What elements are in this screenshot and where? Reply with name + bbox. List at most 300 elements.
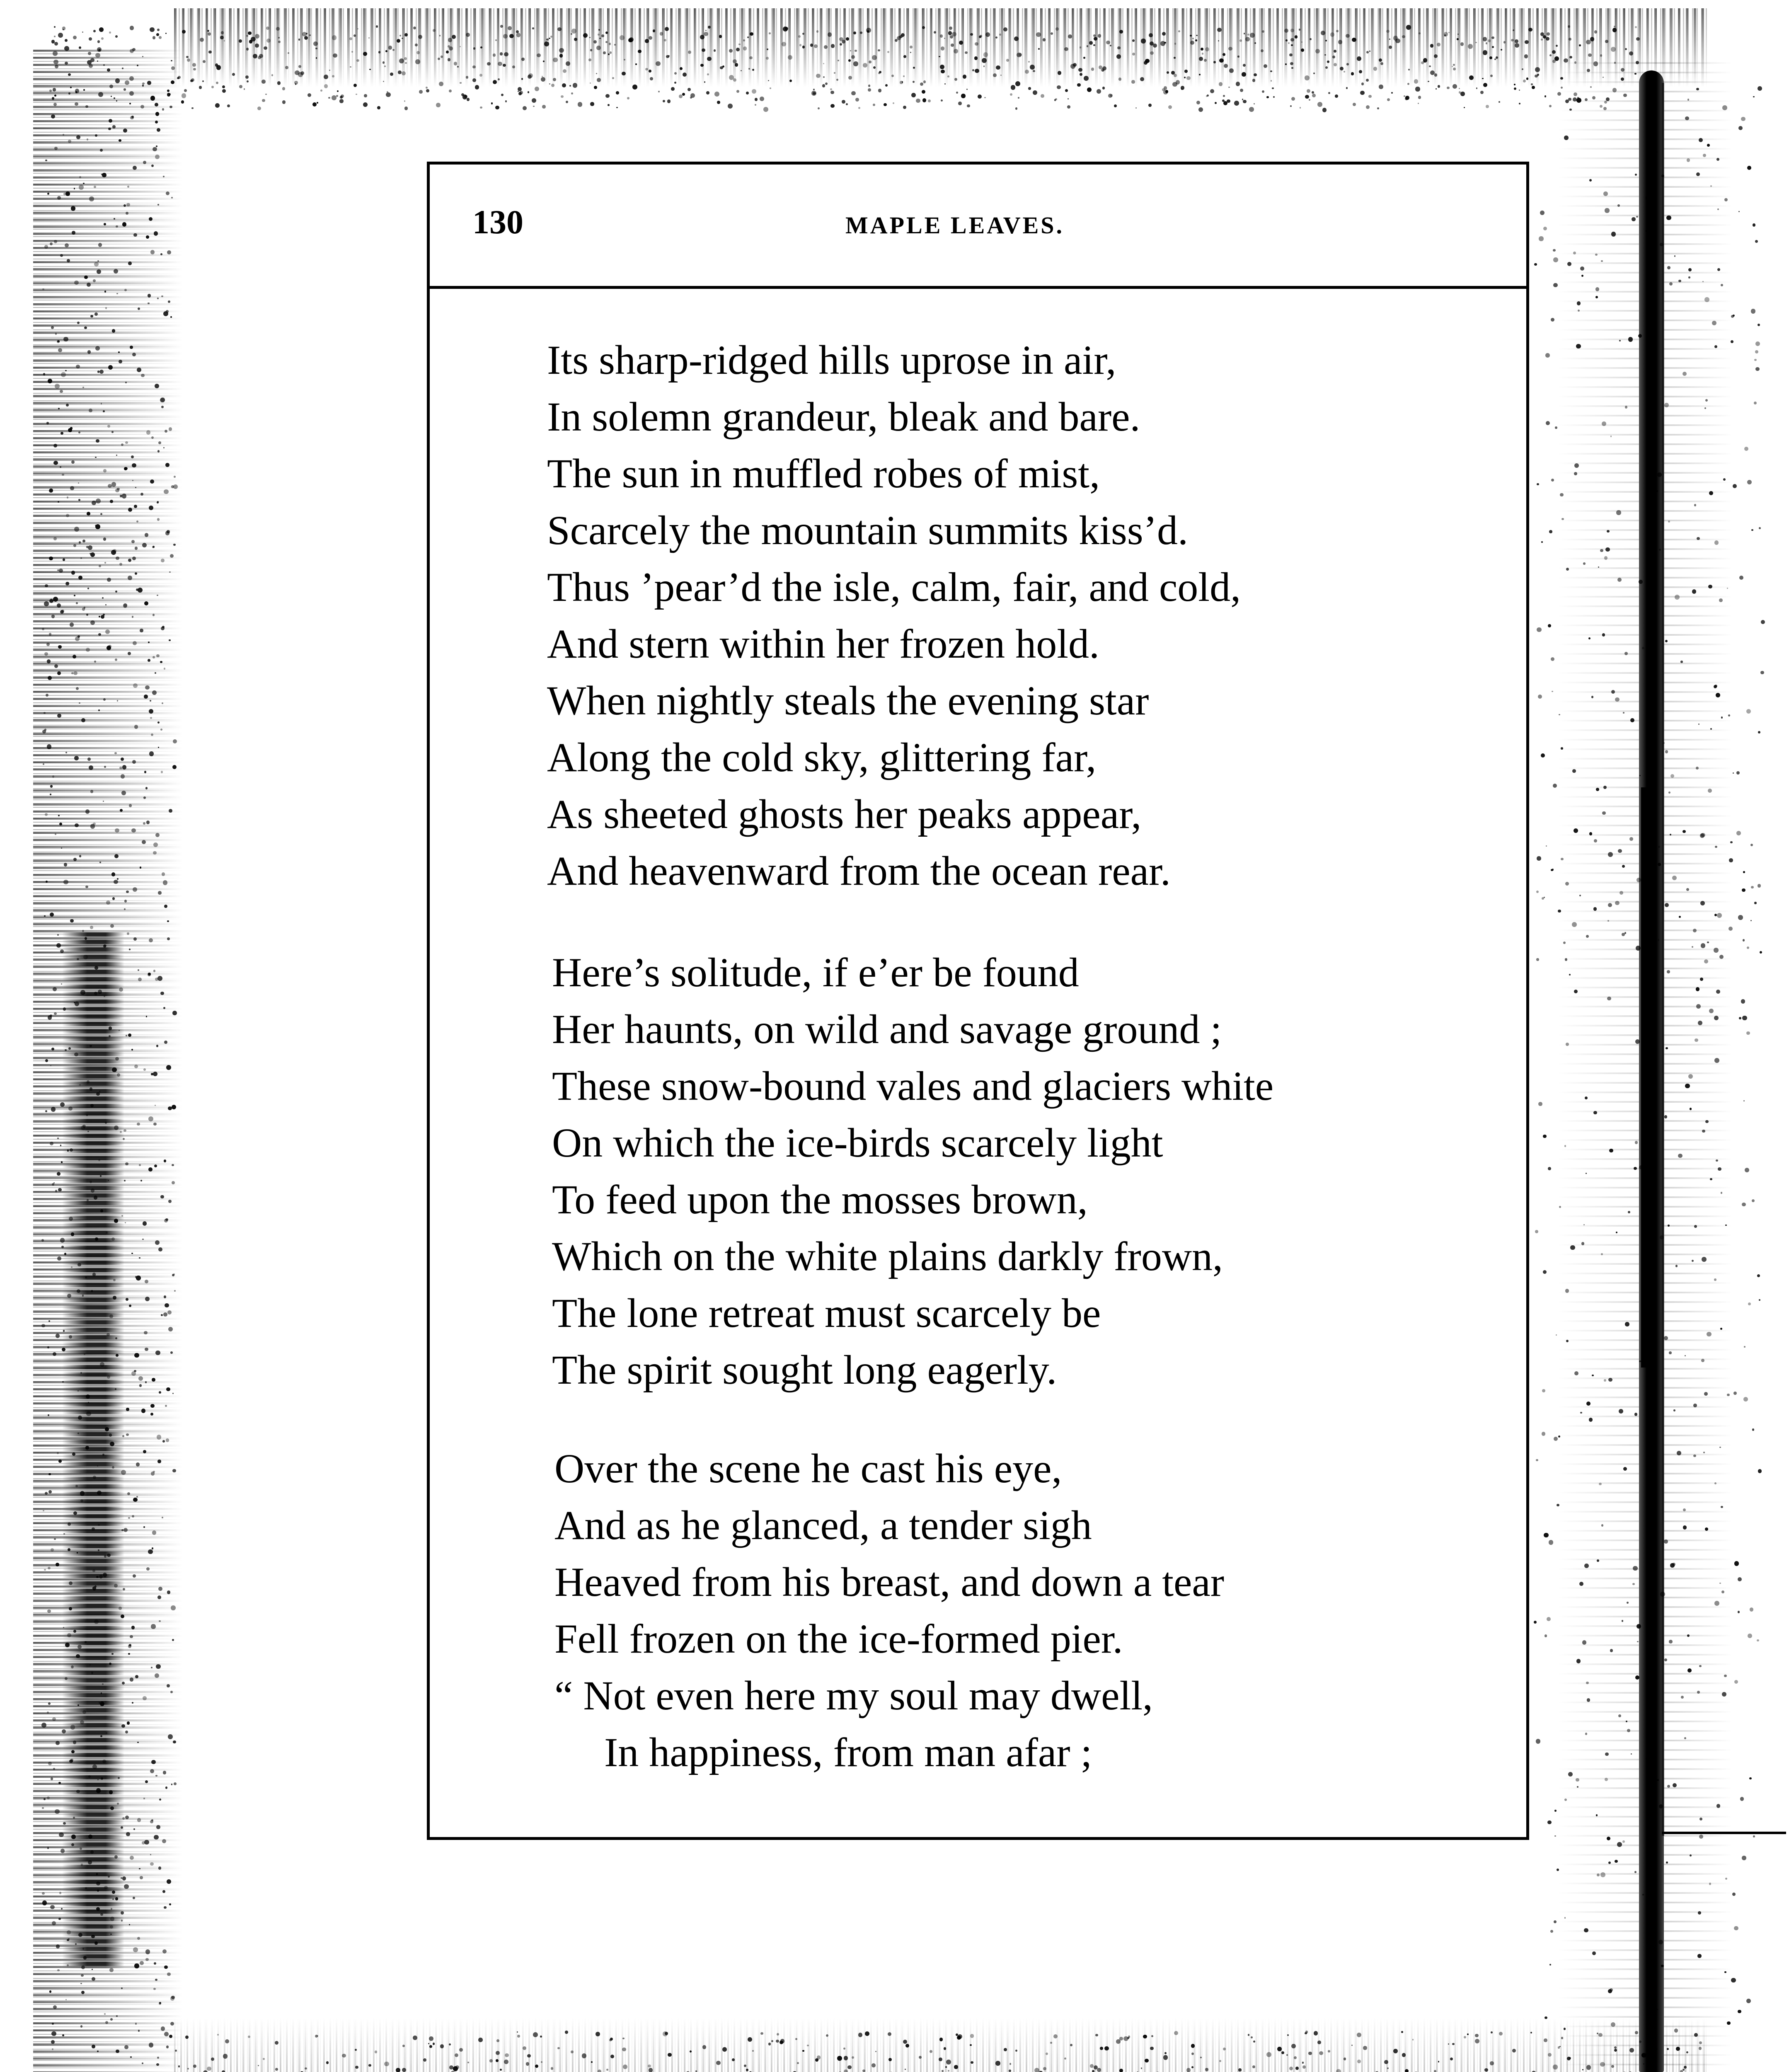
- speckle: [74, 281, 78, 285]
- speckle: [129, 949, 131, 950]
- speckle: [869, 61, 872, 63]
- speckle: [157, 518, 160, 520]
- speckle: [65, 191, 70, 196]
- speckle: [155, 1979, 157, 1981]
- speckle: [1651, 1196, 1655, 1200]
- speckle: [114, 218, 115, 220]
- speckle: [505, 100, 507, 102]
- speckle: [55, 1190, 58, 1192]
- speckle: [1710, 1178, 1712, 1180]
- speckle: [1623, 712, 1624, 714]
- speckle: [441, 56, 443, 58]
- speckle: [1423, 58, 1427, 62]
- speckle: [77, 1289, 80, 1293]
- speckle: [1639, 580, 1643, 584]
- speckle: [60, 1238, 65, 1242]
- speckle: [1434, 2070, 1436, 2072]
- speckle: [172, 1393, 174, 1394]
- speckle: [90, 1104, 94, 1107]
- speckle: [101, 1777, 103, 1780]
- speckle: [1649, 891, 1652, 893]
- speckle: [1589, 1418, 1593, 1421]
- speckle: [1535, 75, 1537, 77]
- speckle: [1600, 105, 1603, 108]
- speckle: [569, 85, 571, 87]
- speckle: [598, 2070, 601, 2072]
- speckle: [1690, 1108, 1692, 1110]
- speckle: [171, 1605, 176, 1610]
- speckle: [1537, 627, 1541, 632]
- speckle: [63, 1533, 65, 1535]
- speckle: [109, 1790, 113, 1794]
- speckle: [1549, 1964, 1551, 1965]
- speckle: [148, 1549, 153, 1554]
- speckle: [282, 100, 286, 104]
- speckle: [109, 1026, 112, 1030]
- book-spine-core: [1641, 787, 1653, 1368]
- speckle: [565, 2031, 568, 2034]
- speckle: [121, 1987, 123, 1989]
- speckle: [61, 610, 64, 612]
- speckle: [153, 147, 157, 151]
- speckle: [100, 1362, 104, 1367]
- speckle: [974, 56, 978, 60]
- speckle: [1707, 1332, 1711, 1336]
- speckle: [467, 2062, 469, 2063]
- speckle: [521, 58, 525, 61]
- speckle: [111, 1908, 112, 1910]
- speckle: [1722, 105, 1727, 110]
- speckle: [130, 346, 133, 349]
- speckle: [1028, 87, 1031, 90]
- speckle: [131, 116, 134, 118]
- speckle: [1087, 45, 1089, 47]
- speckle: [208, 51, 211, 53]
- speckle: [1694, 2033, 1697, 2036]
- speckle: [143, 822, 145, 825]
- speckle: [110, 1934, 111, 1935]
- speckle: [942, 2070, 944, 2072]
- speckle: [249, 40, 253, 44]
- speckle: [1667, 970, 1670, 973]
- speckle: [1708, 789, 1712, 793]
- speckle: [92, 1273, 96, 1276]
- speckle: [527, 2054, 530, 2057]
- speckle: [70, 486, 74, 490]
- speckle: [104, 223, 106, 225]
- speckle: [61, 1161, 63, 1163]
- speckle: [339, 99, 343, 103]
- speckle: [87, 138, 88, 140]
- speckle: [1759, 1299, 1760, 1301]
- speckle: [1551, 657, 1554, 661]
- speckle: [1090, 2064, 1093, 2067]
- speckle: [185, 2036, 189, 2039]
- speckle: [1709, 1883, 1712, 1885]
- speckle: [45, 813, 48, 816]
- speckle: [404, 57, 407, 60]
- speckle: [1734, 1561, 1739, 1566]
- speckle: [114, 752, 117, 755]
- speckle: [695, 2070, 697, 2072]
- speckle: [116, 557, 119, 560]
- speckle: [1150, 51, 1154, 55]
- speckle: [500, 25, 503, 28]
- speckle: [160, 397, 165, 402]
- speckle: [92, 1527, 95, 1531]
- speckle: [184, 89, 187, 92]
- speckle: [598, 29, 600, 31]
- speckle: [77, 1704, 79, 1706]
- speckle: [1322, 108, 1327, 112]
- speckle: [1684, 1737, 1686, 1739]
- speckle: [1285, 39, 1288, 41]
- speckle: [1414, 79, 1418, 83]
- speckle: [941, 70, 945, 74]
- speckle: [94, 966, 98, 970]
- speckle: [80, 2025, 83, 2028]
- speckle: [1699, 2047, 1702, 2050]
- speckle: [211, 2057, 214, 2061]
- speckle: [939, 2038, 943, 2041]
- speckle: [377, 106, 380, 109]
- speckle: [1552, 869, 1554, 870]
- speckle: [123, 128, 127, 133]
- speckle: [74, 1002, 75, 1003]
- speckle: [1721, 1192, 1723, 1194]
- speckle: [295, 70, 299, 75]
- speckle: [1228, 47, 1232, 51]
- speckle: [43, 373, 46, 375]
- speckle: [1577, 1786, 1578, 1788]
- speckle: [131, 1626, 135, 1629]
- speckle: [78, 499, 80, 501]
- speckle: [1291, 2044, 1296, 2048]
- speckle: [99, 27, 104, 32]
- speckle: [1615, 697, 1620, 702]
- speckle: [1625, 406, 1627, 408]
- speckle: [1668, 1225, 1670, 1227]
- speckle: [596, 2032, 600, 2036]
- speckle: [1742, 1203, 1745, 1206]
- speckle: [49, 599, 53, 603]
- speckle: [776, 2040, 779, 2043]
- speckle: [910, 52, 911, 53]
- speckle: [1536, 1459, 1538, 1462]
- speckle: [1661, 1965, 1663, 1967]
- speckle: [1312, 91, 1314, 94]
- speckle: [123, 603, 127, 608]
- speckle: [1696, 1004, 1701, 1009]
- speckle: [151, 1819, 153, 1821]
- speckle: [704, 81, 705, 82]
- speckle: [332, 35, 337, 40]
- speckle: [104, 1555, 107, 1557]
- speckle: [42, 1807, 44, 1809]
- speckle: [138, 2030, 140, 2032]
- speckle: [1607, 1837, 1610, 1840]
- speckle: [807, 2045, 809, 2047]
- speckle: [1429, 65, 1431, 68]
- poem-line: Which on the white plains darkly frown,: [552, 1233, 1223, 1279]
- poem-line: Along the cold sky, glittering far,: [547, 734, 1097, 780]
- speckle: [610, 51, 612, 53]
- speckle: [85, 105, 88, 108]
- speckle: [1750, 1607, 1754, 1612]
- speckle: [92, 1765, 97, 1769]
- speckle: [418, 35, 422, 39]
- speckle: [423, 2058, 426, 2062]
- speckle: [903, 55, 906, 58]
- speckle: [142, 85, 144, 86]
- speckle: [1709, 1009, 1714, 1013]
- speckle: [170, 554, 174, 558]
- speckle: [1569, 109, 1571, 111]
- speckle: [390, 73, 393, 76]
- speckle: [58, 1460, 62, 1463]
- speckle: [121, 1826, 123, 1829]
- speckle: [59, 1892, 61, 1894]
- speckle: [158, 441, 161, 444]
- speckle: [1715, 846, 1717, 848]
- speckle: [1564, 136, 1569, 140]
- speckle: [966, 89, 968, 90]
- speckle: [221, 31, 224, 34]
- speckle: [61, 1246, 63, 1248]
- speckle: [1373, 67, 1377, 70]
- poem-line: The spirit sought long eagerly.: [552, 1347, 1057, 1393]
- speckle: [133, 937, 137, 941]
- speckle: [1661, 174, 1664, 177]
- speckle: [166, 1387, 170, 1391]
- speckle: [533, 106, 534, 107]
- speckle: [1734, 1926, 1738, 1931]
- speckle: [1010, 93, 1012, 96]
- speckle: [1055, 27, 1058, 30]
- speckle: [1712, 321, 1716, 325]
- speckle: [1747, 480, 1752, 484]
- speckle: [152, 1530, 157, 1535]
- speckle: [1305, 75, 1310, 80]
- speckle: [1721, 1590, 1724, 1593]
- speckle: [1551, 318, 1554, 322]
- speckle: [1642, 647, 1644, 649]
- speckle: [802, 33, 804, 35]
- speckle: [1475, 2039, 1479, 2043]
- speckle: [143, 161, 146, 164]
- speckle: [940, 34, 943, 37]
- speckle: [181, 100, 184, 103]
- speckle: [117, 700, 118, 701]
- speckle: [85, 809, 90, 813]
- speckle: [97, 1890, 99, 1892]
- speckle: [537, 53, 541, 58]
- speckle: [49, 557, 53, 560]
- speckle: [1582, 1640, 1586, 1644]
- speckle: [822, 84, 826, 87]
- speckle: [1192, 38, 1194, 39]
- speckle: [1501, 49, 1502, 51]
- speckle: [117, 1073, 120, 1077]
- speckle: [151, 733, 153, 736]
- speckle: [146, 821, 150, 824]
- speckle: [1488, 39, 1491, 42]
- speckle: [1586, 1402, 1590, 1406]
- speckle: [121, 1920, 123, 1921]
- speckle: [87, 1199, 89, 1201]
- speckle: [90, 1087, 93, 1091]
- speckle: [823, 76, 825, 78]
- speckle: [73, 544, 76, 547]
- speckle: [1522, 68, 1523, 70]
- speckle: [67, 496, 68, 498]
- speckle: [1632, 1583, 1634, 1585]
- speckle: [41, 1723, 46, 1728]
- poem-line: These snow-bound vales and glaciers white: [552, 1063, 1274, 1109]
- speckle: [489, 2059, 493, 2062]
- speckle: [130, 1677, 133, 1681]
- speckle: [88, 545, 92, 550]
- speckle: [1570, 1245, 1575, 1250]
- speckle: [649, 2068, 653, 2072]
- speckle: [1608, 903, 1612, 907]
- speckle: [1701, 1359, 1704, 1362]
- speckle: [172, 765, 177, 769]
- speckle: [129, 1924, 130, 1925]
- speckle: [74, 527, 79, 532]
- speckle: [714, 92, 719, 97]
- speckle: [136, 588, 138, 591]
- speckle: [104, 2013, 106, 2015]
- speckle: [1019, 53, 1022, 56]
- speckle: [135, 1675, 138, 1678]
- speckle: [433, 2043, 435, 2045]
- speckle: [785, 27, 788, 30]
- speckle: [995, 36, 997, 39]
- poem-line: Fell frozen on the ice-formed pier.: [554, 1616, 1123, 1662]
- speckle: [68, 1106, 73, 1111]
- speckle: [1688, 276, 1690, 278]
- speckle: [1057, 85, 1061, 90]
- speckle: [167, 920, 169, 922]
- speckle: [161, 295, 163, 297]
- speckle: [440, 2044, 444, 2048]
- speckle: [143, 1068, 146, 1071]
- speckle: [90, 1850, 94, 1854]
- speckle: [460, 46, 461, 47]
- speckle: [1302, 2065, 1306, 2069]
- speckle: [157, 1435, 162, 1440]
- speckle: [729, 75, 734, 80]
- speckle: [97, 1465, 98, 1467]
- speckle: [1612, 28, 1617, 32]
- speckle: [165, 430, 167, 433]
- speckle: [215, 63, 218, 66]
- speckle: [1645, 1045, 1647, 1047]
- speckle: [115, 1337, 117, 1339]
- speckle: [561, 95, 564, 98]
- speckle: [100, 1913, 103, 1916]
- speckle: [1733, 1392, 1737, 1395]
- speckle: [46, 422, 48, 424]
- speckle: [165, 531, 169, 535]
- speckle: [63, 558, 65, 561]
- speckle: [888, 2058, 892, 2061]
- speckle: [1291, 67, 1293, 69]
- speckle: [690, 97, 692, 99]
- speckle: [767, 48, 768, 50]
- speckle: [82, 31, 83, 33]
- speckle: [1569, 56, 1572, 58]
- speckle: [1484, 2068, 1488, 2072]
- speckle: [164, 2032, 169, 2036]
- speckle: [1205, 2068, 1208, 2071]
- speckle: [1184, 77, 1185, 78]
- speckle: [149, 938, 153, 942]
- speckle: [76, 135, 80, 139]
- speckle: [94, 1619, 99, 1624]
- speckle: [52, 2048, 53, 2050]
- speckle: [126, 1408, 129, 1411]
- speckle: [498, 62, 502, 66]
- speckle: [85, 1887, 87, 1889]
- speckle: [305, 2067, 307, 2070]
- speckle: [1438, 85, 1440, 88]
- speckle: [574, 38, 577, 41]
- speckle: [1624, 652, 1628, 655]
- speckle: [810, 44, 813, 46]
- speckle: [105, 2021, 108, 2024]
- speckle: [72, 1452, 75, 1456]
- speckle: [1118, 77, 1121, 80]
- speckle: [1011, 85, 1016, 90]
- speckle: [1266, 2052, 1271, 2057]
- speckle: [1636, 1624, 1641, 1629]
- speckle: [111, 482, 116, 487]
- speckle: [57, 1138, 58, 1139]
- speckle: [288, 52, 289, 54]
- speckle: [1758, 731, 1760, 733]
- speckle: [663, 2031, 668, 2036]
- speckle: [1719, 598, 1723, 602]
- speckle: [89, 196, 94, 201]
- speckle: [608, 53, 609, 55]
- speckle: [355, 2049, 357, 2051]
- speckle: [1191, 2066, 1193, 2068]
- speckle: [865, 2031, 869, 2036]
- speckle: [755, 98, 758, 101]
- speckle: [145, 1297, 150, 1301]
- speckle: [115, 1897, 119, 1900]
- speckle: [137, 368, 142, 373]
- speckle: [57, 934, 59, 936]
- speckle: [1560, 493, 1564, 497]
- speckle: [1330, 32, 1335, 37]
- speckle: [74, 756, 79, 760]
- speckle: [121, 791, 126, 795]
- speckle: [1727, 588, 1728, 589]
- speckle: [118, 351, 120, 353]
- speckle: [1234, 101, 1239, 106]
- speckle: [119, 1607, 121, 1610]
- speckle: [1586, 935, 1589, 938]
- speckle: [148, 641, 150, 643]
- speckle: [1097, 89, 1101, 94]
- speckle: [1664, 1115, 1667, 1118]
- speckle: [60, 390, 63, 393]
- speckle: [1739, 576, 1743, 580]
- speckle: [71, 1665, 74, 1668]
